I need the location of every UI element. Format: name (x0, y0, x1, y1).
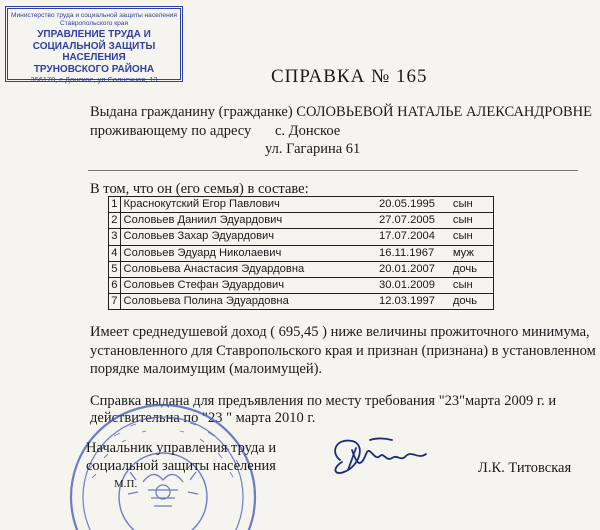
income-line-2: установленного для Ставропольского края и признан (признана) в установленном (90, 343, 596, 359)
row-number: 4 (109, 245, 121, 261)
row-number: 5 (109, 261, 121, 277)
organization-stamp (5, 6, 183, 82)
table-row (109, 277, 494, 293)
member-name: Соловьева Анастасия Эдуардовна (120, 261, 376, 277)
seal-place-mark: М.П. (114, 478, 138, 490)
row-number: 1 (109, 197, 121, 213)
signer-name: Л.К. Титовская (478, 460, 572, 476)
member-birth-date: 12.03.1997 (376, 294, 450, 310)
member-birth-date: 20.01.2007 (376, 261, 450, 277)
stamp-department-3: ТРУНОВСКОГО РАЙОНА (33, 64, 155, 75)
signature-title-1: Начальник управления труда и (86, 440, 277, 456)
member-birth-date: 17.07.2004 (376, 229, 450, 245)
address-label: проживающему по адресу (90, 123, 252, 139)
stamp-department-2: СОЦИАЛЬНОЙ ЗАЩИТЫ НАСЕЛЕНИЯ (32, 41, 156, 63)
table-row (109, 229, 494, 245)
income-line-3: порядке малоимущим (малоимущей). (90, 361, 323, 377)
signature-title-2: социальной защиты населения (86, 458, 276, 474)
member-name: Соловьева Полина Эдуардовна (120, 294, 376, 310)
table-row (109, 245, 494, 261)
stamp-department-1: УПРАВЛЕНИЕ ТРУДА И (37, 29, 151, 40)
validity-line-1: Справка выдана для предъявления по месту требования "23"марта 2009 г. и (90, 393, 557, 409)
member-relation: сын (450, 213, 494, 229)
member-birth-date: 30.01.2009 (376, 277, 450, 293)
validity-line-2: действительна по "23 " марта 2010 г. (90, 410, 316, 426)
member-relation: сын (450, 229, 494, 245)
member-relation: дочь (450, 294, 494, 310)
member-relation: муж (450, 245, 494, 261)
address-village: с. Донское (275, 123, 341, 139)
family-table (108, 196, 494, 310)
member-birth-date: 20.05.1995 (376, 197, 450, 213)
member-name: Краснокутский Егор Павлович (120, 197, 376, 213)
address-street: ул. Гагарина 61 (265, 141, 361, 157)
member-relation: сын (450, 197, 494, 213)
member-birth-date: 27.07.2005 (376, 213, 450, 229)
member-birth-date: 16.11.1967 (376, 245, 450, 261)
stamp-ministry: Министерство труда и социальной защиты населения (11, 12, 177, 19)
row-number: 2 (109, 213, 121, 229)
handwritten-signature (326, 432, 436, 480)
row-number: 6 (109, 277, 121, 293)
stamp-address: 356170, с.Донское, ул.Солнечная, 13 (30, 75, 158, 84)
separator-line (88, 170, 578, 171)
row-number: 7 (109, 294, 121, 310)
member-name: Соловьев Эдуард Николаевич (120, 245, 376, 261)
table-row (109, 294, 494, 310)
member-name: Соловьев Стефан Эдуардович (120, 277, 376, 293)
member-name: Соловьев Захар Эдуардович (120, 229, 376, 245)
member-name: Соловьев Даниил Эдуардович (120, 213, 376, 229)
family-intro: В том, что он (его семья) в составе: (90, 181, 309, 197)
stamp-region: Ставропольского края (59, 20, 129, 27)
member-relation: дочь (450, 261, 494, 277)
row-number: 3 (109, 229, 121, 245)
table-row (109, 197, 494, 213)
document-title: СПРАВКА № 165 (271, 66, 428, 87)
issued-to-line: Выдана гражданину (гражданке) СОЛОВЬЕВОЙ НАТАЛЬЕ АЛЕКСАНДРОВНЕ (90, 104, 592, 120)
member-relation: сын (450, 277, 494, 293)
table-row (109, 213, 494, 229)
income-line-1: Имеет среднедушевой доход ( 695,45 ) ниже величины прожиточного минимума, (90, 324, 590, 340)
table-row (109, 261, 494, 277)
